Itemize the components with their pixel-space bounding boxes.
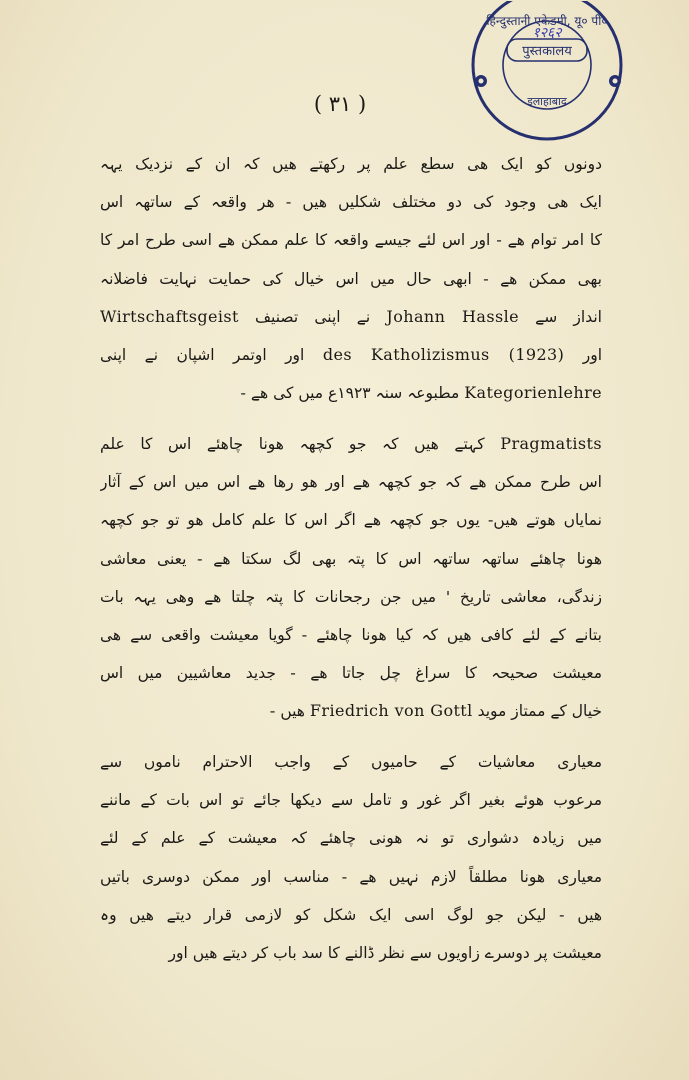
urdu-text: اور اوتمر اشپان نے اپنی: [100, 346, 305, 364]
urdu-text: میں زیادہ دشواری تو نہ ھونی چاھئے کہ معیشت کے علم کے لئے: [100, 829, 602, 848]
text-line: [100, 621, 602, 649]
text-line: [100, 583, 602, 611]
latin-term: Friedrich von Gottl: [309, 701, 473, 721]
text-line: [100, 697, 602, 725]
urdu-text: ایک ھی وجود کی دو مختلف شکلیں ھیں - ھر واقعہ کے ساتھہ اس: [100, 193, 602, 212]
page-number: ( ۳۱ ): [313, 92, 367, 116]
library-stamp: [461, 1, 633, 143]
urdu-text: مطبوعہ سنہ ۱۹۲۳ع میں کی ھے -: [240, 384, 460, 403]
latin-term: Kategorienlehre: [464, 383, 602, 403]
urdu-text: ھیں - لیکن جو لوگ اسی ایک شکل کو لازمی قرار دیتے ھیں وہ: [100, 905, 602, 924]
urdu-text: معیاری معاشیات کے حامیوں کے واجب الاحترام ناموں سے: [100, 753, 602, 771]
text-line: [100, 303, 602, 331]
text-line: [100, 824, 602, 852]
text-line: [100, 379, 602, 407]
urdu-text: کا امر توام ھے - اور اس لئے جیسے واقعہ کا علم ممکن ھے اسی طرح امر کا: [100, 231, 602, 250]
text-line: [100, 545, 602, 573]
text-line: [100, 786, 602, 814]
urdu-text: بتانے کے لئے کافی ھیں کہ کیا ھونا چاھئے - گویا معیشت واقعی سے ھی: [100, 626, 602, 644]
urdu-text: معیاری ھونا مطلقاً لازم نہیں ھے - مناسب اور ممکن دوسری باتیں: [100, 867, 602, 886]
urdu-text: ھونا چاھئے ساتھہ ساتھہ اس کا پتہ بھی لگ سکتا ھے - یعنی معاشی: [100, 549, 602, 568]
text-line: [100, 901, 602, 929]
text-line: [100, 188, 602, 216]
text-line: [100, 939, 602, 967]
text-line: [100, 430, 602, 458]
text-line: [100, 659, 602, 687]
urdu-text: دونوں کو ایک ھی سطع علم پر رکھتے ھیں کہ ان کے نزدیک یہہ: [100, 155, 602, 173]
text-line: [100, 226, 602, 254]
urdu-text: کہتے ھیں کہ جو کچھہ ھونا چاھئے اس کا علم: [100, 435, 485, 453]
urdu-text: نمایاں ھوتے ھیں- یوں جو کچھہ ھے اگر اس کا علم کامل ھو تو جو کچھہ: [100, 511, 602, 530]
latin-term: des Katholizismus (1923): [322, 345, 565, 364]
text-line: [100, 468, 602, 496]
latin-term: Wirtschaftsgeist: [100, 306, 239, 326]
urdu-text: نے اپنی تصنیف: [255, 307, 371, 326]
stamp-ring-text: हिन्दुस्तानी एकेडमी, यू० पी०: [486, 14, 608, 28]
stamp-bottom-text: इलाहाबाद: [527, 95, 567, 108]
latin-term: Johann Hassle: [386, 306, 519, 326]
text-line: [100, 506, 602, 534]
text-line: [100, 150, 602, 178]
stamp-center-text: पुस्तकालय: [522, 44, 572, 59]
urdu-text: معیشت صحیحہ کا سراغ چل جاتا ھے - جدید معاشیین میں اس: [100, 664, 602, 683]
stamp-handwritten-number: १२६२: [532, 25, 562, 41]
text-line: [100, 341, 602, 369]
urdu-text: اور: [582, 346, 602, 364]
urdu-text: خیال کے ممتاز موید: [477, 702, 602, 721]
urdu-text: مرعوب ھوئے بغیر اگر غور و تامل سے دیکھا جائے تو اس بات کے ماننے: [100, 791, 602, 810]
urdu-text: بھی ممکن ھے - ابھی حال میں اس خیال کی حمایت نہایت فاضلانہ: [100, 269, 602, 288]
text-line: [100, 748, 602, 776]
urdu-text: اس طرح ممکن ھے کہ جو کچھہ ھے اور ھو رھا ھے اس میں اس کے آثار: [100, 473, 602, 492]
urdu-text: انداز سے: [535, 307, 602, 326]
urdu-text: ھیں -: [269, 702, 305, 721]
urdu-text: معیشت پر دوسرے زاویوں سے نظر ڈالنے کا سد باب کر دیتے ھیں اور: [168, 944, 602, 962]
urdu-text: زندگی، معاشی تاریخ ' میں جن رجحانات کا پتہ چلتا ھے وھی یہہ بات: [100, 587, 602, 606]
text-line: [100, 863, 602, 891]
latin-term: Pragmatists: [500, 434, 602, 453]
text-line: [100, 265, 602, 293]
